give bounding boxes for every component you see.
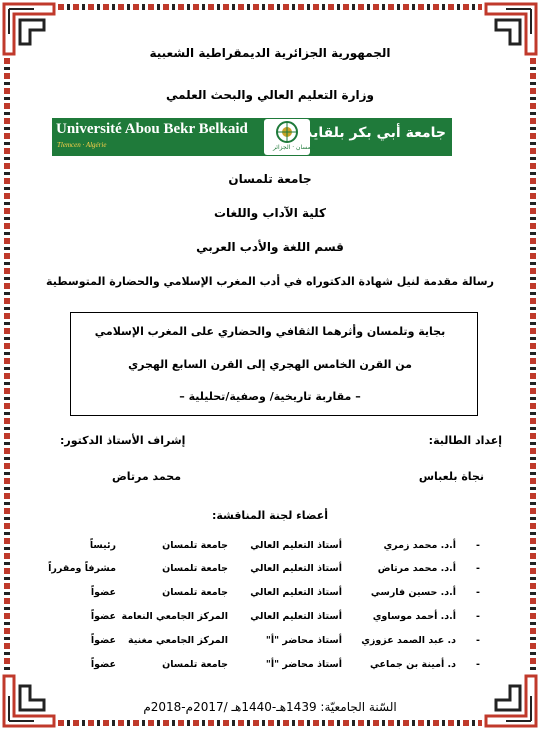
committee-heading: أعضاء لجنة المناقشة:	[211, 509, 329, 522]
member-name: أ.د. حسين فارسي	[370, 587, 456, 598]
thesis-title-line3: – مقاربة تاريخية/ وصفية/تحليلية –	[179, 390, 361, 403]
member-dash: -	[476, 611, 480, 622]
thesis-purpose: رسالة مقدمة لنيل شهادة الدكتوراه في أدب المغرب الإسلامي والحضارة المتوسطية	[46, 275, 494, 288]
member-dash: -	[476, 659, 480, 670]
member-university: جامعة تلمسان	[162, 540, 228, 551]
member-role: عضواً	[90, 587, 116, 598]
university-name: جامعة تلمسان	[228, 172, 312, 186]
member-university: جامعة تلمسان	[162, 659, 228, 670]
member-role: رئيساً	[89, 540, 116, 551]
member-dash: -	[476, 563, 480, 574]
border-top	[58, 4, 482, 10]
member-rank: أستاذ محاضر "أ"	[265, 635, 342, 646]
committee-member	[40, 563, 480, 583]
member-university: جامعة تلمسان	[162, 587, 228, 598]
member-name: أ.د. أحمد موساوي	[372, 611, 456, 622]
member-rank: أستاذ محاضر "أ"	[265, 659, 342, 670]
prepared-by-label: إعداد الطالبة:	[428, 434, 502, 447]
republic-heading: الجمهورية الجزائرية الديمقراطية الشعبية	[149, 46, 391, 60]
member-role: عضواً	[90, 611, 116, 622]
committee-member	[40, 659, 480, 679]
student-name: نجاة بلعباس	[418, 470, 484, 483]
department-name: قسم اللغة والأدب العربي	[196, 240, 344, 254]
emblem-subtitle: تلمسان · الجزائر	[273, 144, 315, 151]
committee-member	[40, 611, 480, 631]
member-dash: -	[476, 635, 480, 646]
member-rank: أستاذ التعليم العالي	[250, 563, 342, 574]
member-name: أ.د. محمد مرتاض	[377, 563, 456, 574]
supervisor-label: إشراف الأستاذ الدكتور:	[60, 434, 186, 447]
ministry-heading: وزارة التعليم العالي والبحث العلمي	[165, 88, 375, 102]
member-name: أ.د. محمد زمري	[383, 540, 456, 551]
faculty-name: كلية الآداب واللغات	[213, 206, 327, 220]
thesis-title-line2: من القرن الخامس الهجري إلى القرن السابع الهجري	[128, 358, 412, 371]
committee-member	[40, 587, 480, 607]
member-role: عضواً	[90, 635, 116, 646]
member-name: د. أمينة بن جماعي	[369, 659, 456, 670]
member-dash: -	[476, 540, 480, 551]
member-university: المركز الجامعي النعامة	[121, 611, 228, 622]
thesis-title-line1: بجاية وتلمسان وأثرهما الثقافي والحضاري على المغرب الإسلامي	[94, 325, 446, 338]
member-rank: أستاذ التعليم العالي	[250, 611, 342, 622]
member-rank: أستاذ التعليم العالي	[250, 540, 342, 551]
committee-member	[40, 540, 480, 560]
member-university: جامعة تلمسان	[162, 563, 228, 574]
member-dash: -	[476, 587, 480, 598]
university-arabic-name: جامعة أبي بكر بلقايد	[304, 125, 446, 141]
member-university: المركز الجامعي مغنية	[127, 635, 228, 646]
university-latin-name: Université Abou Bekr Belkaid	[56, 121, 248, 137]
university-latin-sub: Tlemcen · Algérie	[57, 141, 107, 149]
academic-year: السّنة الجامعيّة: 1439هـ-1440هـ /2017م-2018م	[143, 700, 397, 714]
member-rank: أستاذ التعليم العالي	[250, 587, 342, 598]
member-name: د. عبد الصمد عزوزي	[361, 635, 456, 646]
member-role: عضواً	[90, 659, 116, 670]
committee-member	[40, 635, 480, 655]
member-role: مشرفاً ومقرراً	[48, 563, 116, 574]
border-bottom	[58, 720, 482, 726]
university-banner	[52, 118, 452, 156]
supervisor-name: محمد مرتاض	[112, 470, 182, 483]
